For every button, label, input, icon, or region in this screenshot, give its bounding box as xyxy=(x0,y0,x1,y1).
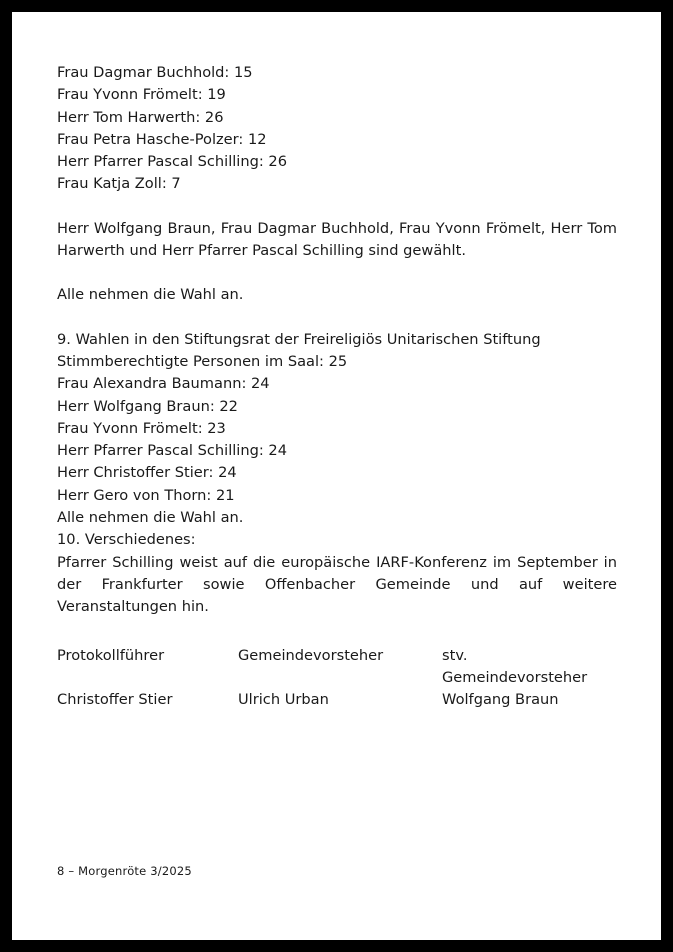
spacer xyxy=(57,262,617,284)
list-item: Herr Christoffer Stier: 24 xyxy=(57,464,237,482)
vote-results-list-2 xyxy=(57,373,617,507)
signature-role-gemeindevorsteher: Gemeindevorsteher xyxy=(238,646,384,664)
list-item: Herr Gero von Thorn: 21 xyxy=(57,486,235,504)
signature-block xyxy=(57,645,617,711)
signature-roles-row xyxy=(57,645,617,686)
vote-results-list-1 xyxy=(57,62,617,196)
section-heading-item-9: 9. Wahlen in den Stiftungsrat der Freireligiös Unitarischen Stiftung xyxy=(57,330,541,348)
item-10-paragraph: Pfarrer Schilling weist auf die europäische IARF-Konferenz im September in der Frankfurter sowie Offenbacher Gemeinde und auf weitere Veranstaltungen hin. xyxy=(57,553,617,616)
list-item: Frau Dagmar Buchhold: 15 xyxy=(57,64,253,81)
list-item: Herr Wolfgang Braun: 22 xyxy=(57,397,238,415)
list-item: Frau Yvonn Frömelt: 19 xyxy=(57,86,226,104)
list-item: Frau Alexandra Baumann: 24 xyxy=(57,375,270,393)
spacer xyxy=(57,196,617,218)
section-heading-item-10: 10. Verschiedenes: xyxy=(57,531,196,549)
signature-name-2: Ulrich Urban xyxy=(238,690,329,708)
list-item: Herr Pfarrer Pascal Schilling: 26 xyxy=(57,153,288,171)
signature-role-protokollfuehrer: Protokollführer xyxy=(57,646,165,664)
elected-paragraph: Herr Wolfgang Braun, Frau Dagmar Buchhold, Frau Yvonn Frömelt, Herr Tom Harwerth und Herr Pfarrer Pascal Schilling sind gewählt. xyxy=(57,219,617,260)
signature-name-1: Christoffer Stier xyxy=(57,690,173,708)
page-footer: 8 – Morgenröte 3/2025 xyxy=(57,864,192,878)
signature-names-row xyxy=(57,689,617,711)
acceptance-note-1: Alle nehmen die Wahl an. xyxy=(57,286,244,304)
spacer xyxy=(57,307,617,329)
document-body xyxy=(57,62,617,711)
list-item: Frau Katja Zoll: 7 xyxy=(57,175,181,193)
list-item: Herr Tom Harwerth: 26 xyxy=(57,108,224,126)
acceptance-note-2: Alle nehmen die Wahl an. xyxy=(57,509,244,527)
document-page xyxy=(12,12,661,940)
list-item: Frau Petra Hasche-Polzer: 12 xyxy=(57,130,267,148)
signature-role-stv-gemeindevorsteher: stv. Gemeindevorsteher xyxy=(442,646,588,686)
list-item: Frau Yvonn Frömelt: 23 xyxy=(57,419,226,437)
signature-name-3: Wolfgang Braun xyxy=(442,690,559,708)
list-item: Herr Pfarrer Pascal Schilling: 24 xyxy=(57,442,288,460)
eligible-voters-count: Stimmberechtigte Personen im Saal: 25 xyxy=(57,352,348,370)
